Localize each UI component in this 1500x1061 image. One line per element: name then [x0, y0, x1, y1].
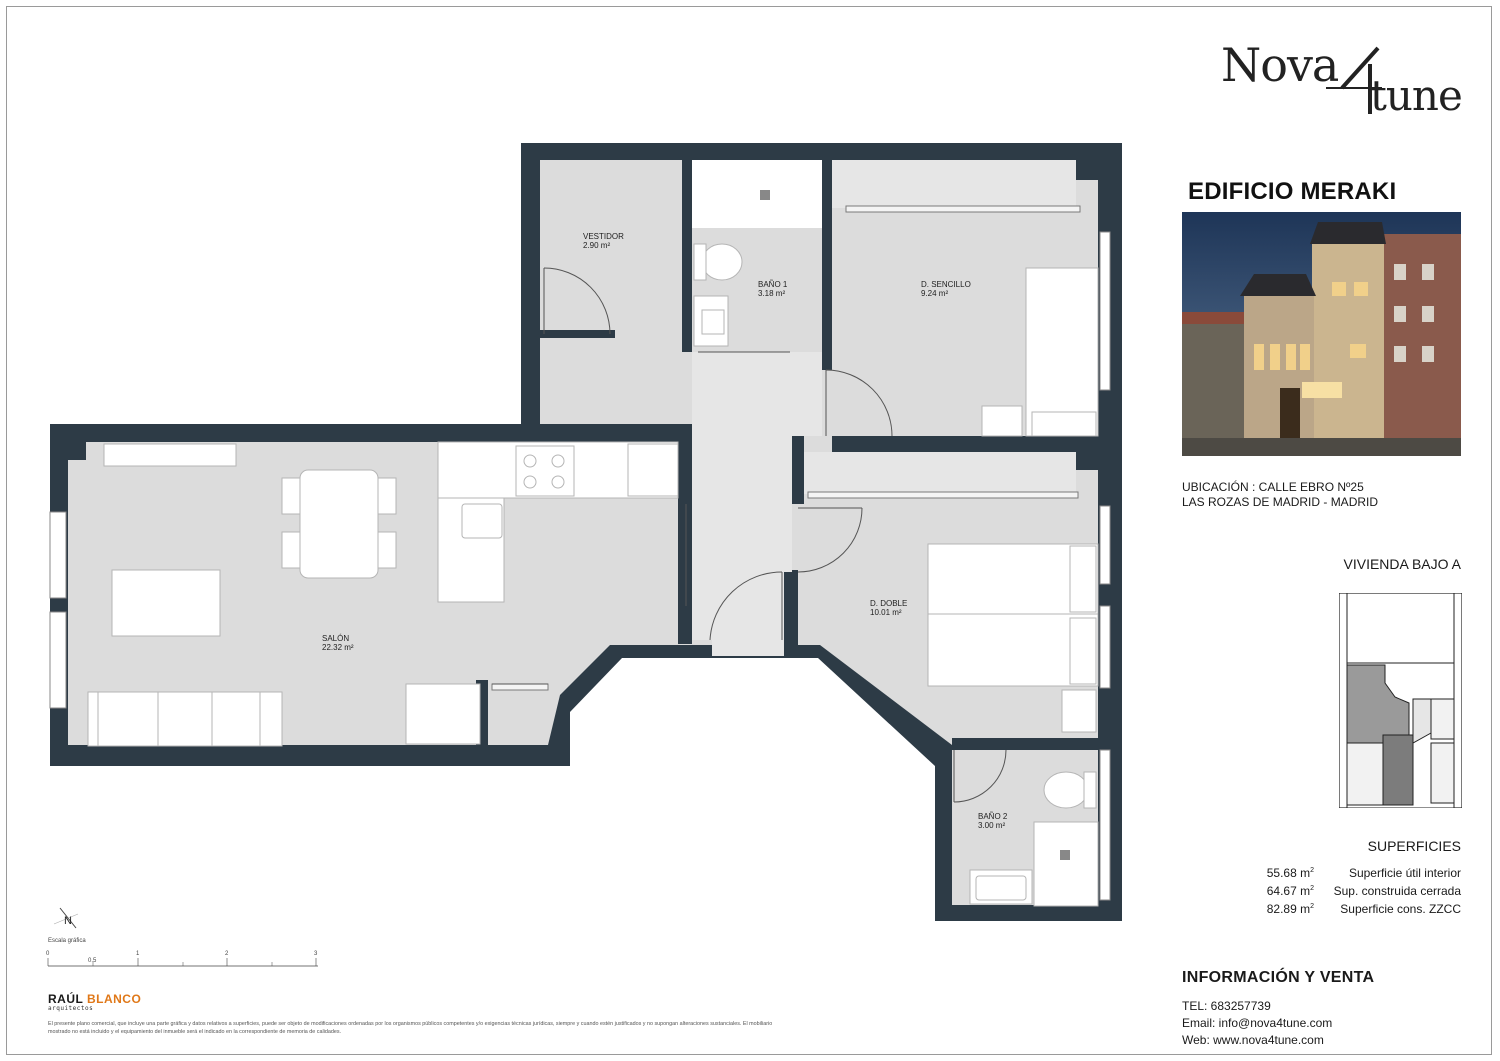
- room-area: 9.24 m²: [921, 289, 949, 298]
- room-name: VESTIDOR: [583, 232, 624, 241]
- architect-sub: arquitectos: [48, 1005, 94, 1012]
- room-name: BAÑO 2: [978, 812, 1008, 821]
- bed2-closet: [804, 452, 1076, 494]
- surface-value: 64.67 $m^2$: [1266, 884, 1314, 898]
- surface-label: Superficie cons. ZZCC: [1340, 902, 1461, 916]
- contact-web[interactable]: Web: www.nova4tune.com: [1182, 1033, 1324, 1047]
- location-line-1: UBICACIÓN : CALLE EBRO Nº25: [1182, 480, 1364, 494]
- architect-name-last: BLANCO: [86, 992, 142, 1006]
- drain-2: [1060, 850, 1070, 860]
- bath1-shower-zone: [692, 160, 822, 228]
- room-vestidor: [583, 232, 624, 250]
- room-area: 3.00 m²: [978, 821, 1006, 830]
- svg-text:3: 3: [314, 951, 318, 957]
- svg-text:1: 1: [136, 951, 140, 957]
- surfaces-title: SUPERFICIES: [1367, 838, 1461, 854]
- architect-logo: [48, 992, 141, 1006]
- bed1-closet: [832, 160, 1076, 208]
- contact-phone[interactable]: TEL: 683257739: [1182, 999, 1271, 1013]
- unit-name: VIVIENDA BAJO A: [1343, 556, 1461, 572]
- project-title: EDIFICIO MERAKI: [1188, 178, 1397, 205]
- scale-label: Escala gráfica: [48, 938, 86, 944]
- compass-icon: [48, 898, 88, 938]
- surface-value: 55.68 $m^2$: [1266, 866, 1314, 880]
- compass-north: N: [64, 915, 72, 927]
- building-render-image: [1182, 212, 1461, 456]
- contact-email[interactable]: Email: info@nova4tune.com: [1182, 1016, 1333, 1030]
- scale-bar: [46, 946, 326, 968]
- logo-word-1: Nova: [1221, 38, 1339, 92]
- room-area: 10.01 m²: [870, 608, 902, 617]
- brand-logo: [1218, 38, 1468, 118]
- room-salon: [322, 634, 354, 652]
- key-plan: [1339, 593, 1462, 808]
- svg-text:2: 2: [225, 951, 229, 957]
- drain-1: [760, 190, 770, 200]
- svg-text:0.5: 0.5: [88, 958, 97, 964]
- surface-label: Superficie útil interior: [1348, 866, 1461, 880]
- room-d-sencillo: [921, 280, 971, 298]
- svg-text:0: 0: [46, 951, 50, 957]
- logo-word-2: tune: [1370, 71, 1462, 120]
- location-line-2: LAS ROZAS DE MADRID - MADRID: [1182, 495, 1379, 509]
- room-bano-1: [758, 280, 787, 298]
- surface-value: 82.89 $m^2$: [1266, 902, 1314, 916]
- room-name: BAÑO 1: [758, 280, 788, 289]
- room-area: 22.32 m²: [322, 643, 354, 652]
- room-name: D. DOBLE: [870, 599, 908, 608]
- room-d-doble: [870, 599, 907, 617]
- room-name: SALÓN: [322, 634, 350, 643]
- disclaimer-text: El presente plano comercial, que incluye una parte gráfica y datos relativos a superficies, puede ser objeto de modificaciones ordenadas por los organismos públicos competentes y/o exigencias técnicas jurídicas, siempre y cuando estén justificados y no supongan alteraciones sustanciales. El mobiliario mostrado no está incluido y el equipamiento del inmueble será el indicado en la correspondiente de memoria de calidades.: [48, 1021, 773, 1035]
- location-block: [1182, 480, 1378, 510]
- room-area: 2.90 m²: [583, 241, 611, 250]
- info-title: INFORMACIÓN Y VENTA: [1182, 969, 1375, 986]
- surface-label: Sup. construida cerrada: [1333, 884, 1461, 898]
- architect-name-first: RAÚL: [48, 992, 84, 1006]
- room-bano-2: [978, 812, 1007, 830]
- room-name: D. SENCILLO: [921, 280, 971, 289]
- room-area: 3.18 m²: [758, 289, 786, 298]
